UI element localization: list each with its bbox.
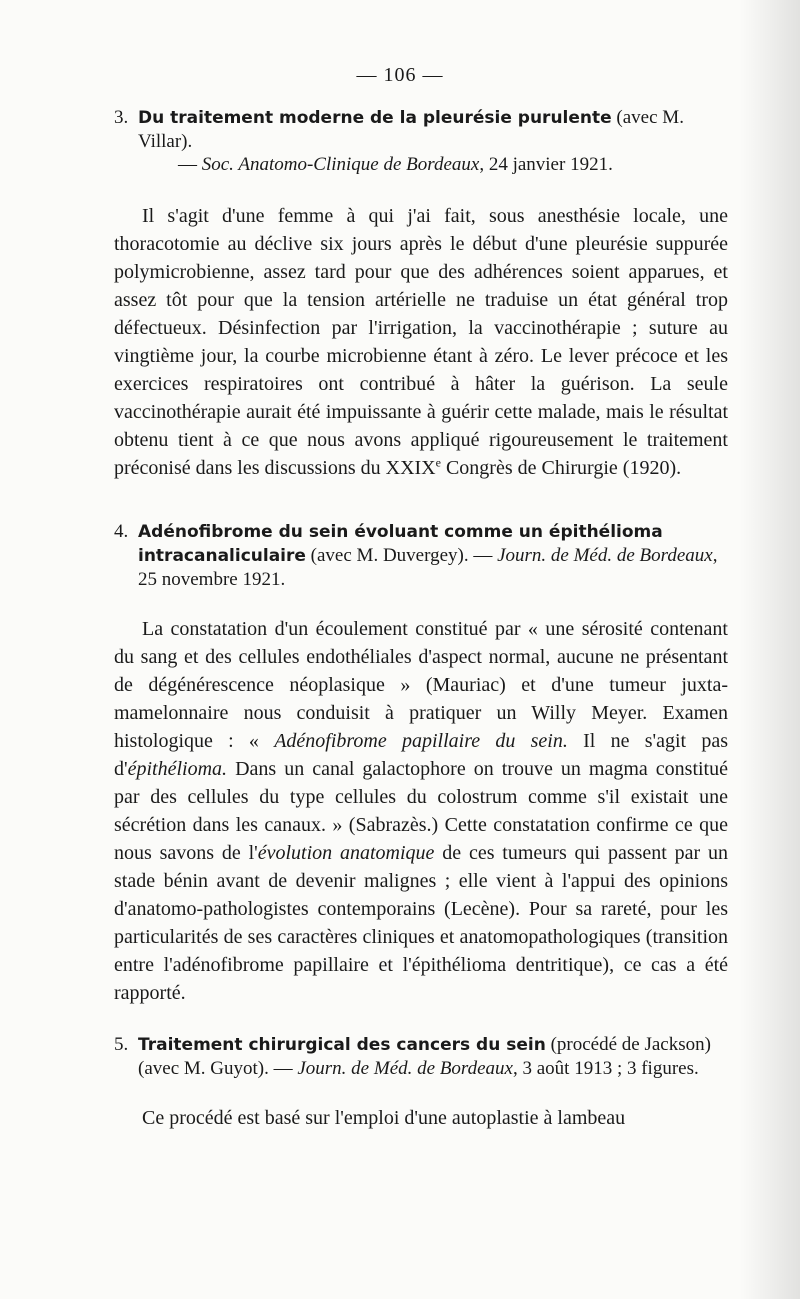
entry-number: 3. [114, 107, 129, 128]
entry-title: Du traitement moderne de la pleurésie purulente [138, 108, 612, 128]
entry-number: 5. [114, 1034, 129, 1055]
entry-paragraph [114, 202, 728, 482]
entry-coauthor: (procédé de Jackson) (avec M. Guyot). [138, 1034, 711, 1079]
paragraph-text: Ce procédé est basé sur l'emploi d'une autoplastie à lambeau [142, 1107, 626, 1129]
entry-source: Journ. de Méd. de Bordeaux [497, 545, 713, 566]
entry-dash: — [468, 545, 498, 566]
paragraph-text: de ces tumeurs qui passent par un stade bénin avant de devenir malignes ; elle vient à l'appui des opinions d'anatomo-pathologistes contemporains (Lecène). Pour sa rareté, pour les particularités de ses caractères cliniques et anatomopathologiques (transition entre l'adénofibrome papillaire et l'épithélioma dentritique), ce cas a été rapporté. [114, 842, 728, 1004]
page-body [114, 100, 728, 1132]
paragraph-italic: épithélioma. [127, 758, 228, 780]
paragraph-text: Congrès de Chirurgie (1920). [440, 457, 682, 479]
ordinal-superscript: e [435, 455, 441, 470]
entry-dash: — [178, 154, 202, 175]
entry-coauthor: (avec M. Duvergey). [305, 545, 469, 566]
entry-dash: — [268, 1058, 298, 1079]
paragraph-text: Il s'agit d'une femme à qui j'ai fait, sous anesthésie locale, une thoracotomie au déclive six jours après le début d'une pleurésie suppurée polymicrobienne, assez tard pour que des adhérences soient apparues, et assez tôt pour que la tension artérielle ne traduise un état général trop défectueux. Désinfection par l'irrigation, la vaccinothérapie ; suture au vingtième jour, la courbe microbienne étant à zéro. Le lever précoce et les exercices respiratoires ont contribué à hâter la guérison. La seule vaccinothérapie aurait été impuissante à guérir cette malade, mais le résultat obtenu tient à ce que nous avons appliqué rigoureusement le traitement préconisé dans les discussions du XXIX [114, 205, 728, 479]
entry-date: , 24 janvier 1921. [479, 154, 613, 175]
bibliography-entry [114, 520, 728, 591]
entry-title: Adénofibrome du sein évoluant comme un épithélioma intracanaliculaire [138, 522, 663, 566]
entry-source: Soc. Anatomo-Clinique de Bordeaux [201, 154, 480, 175]
page-shadow [740, 0, 800, 1299]
paragraph-italic: Adénofibrome papillaire du sein. [274, 730, 568, 752]
entry-source: Journ. de Méd. de Bordeaux [297, 1058, 513, 1079]
entry-paragraph [114, 1104, 728, 1132]
entry-coauthor: (avec M. Villar). [138, 107, 684, 152]
paragraph-text: La constatation d'un écoulement constitué par « une sérosité contenant du sang et des cellules endothéliales d'aspect normal, aucune ne présentant de dégénérescence néoplasique » (Mauriac) et d'une tumeur juxta-mamelonnaire nous conduisit à pratiquer un Willy Meyer. Examen histologique : « [114, 618, 728, 752]
entry-number: 4. [114, 521, 129, 542]
page-number: — 106 — [356, 64, 444, 86]
entry-paragraph [114, 615, 728, 1007]
entry-date: , 3 août 1913 ; 3 figures. [512, 1058, 699, 1079]
entry-date: , 25 novembre 1921. [138, 545, 718, 590]
bibliography-entry [114, 1033, 728, 1080]
paragraph-italic: évolution anatomique [257, 842, 435, 864]
bibliography-entry [114, 106, 728, 176]
entry-title: Traitement chirurgical des cancers du sein [138, 1035, 546, 1055]
paragraph-text: Dans un canal galactophore on trouve un magma constitué par des cellules du type cellules du colostrum comme s'il existait une sécrétion dans les canaux. » (Sabrazès.) Cette constatation confirme ce que nous savons de l' [114, 758, 728, 864]
paragraph-text: Il ne s'agit pas d' [114, 730, 728, 780]
